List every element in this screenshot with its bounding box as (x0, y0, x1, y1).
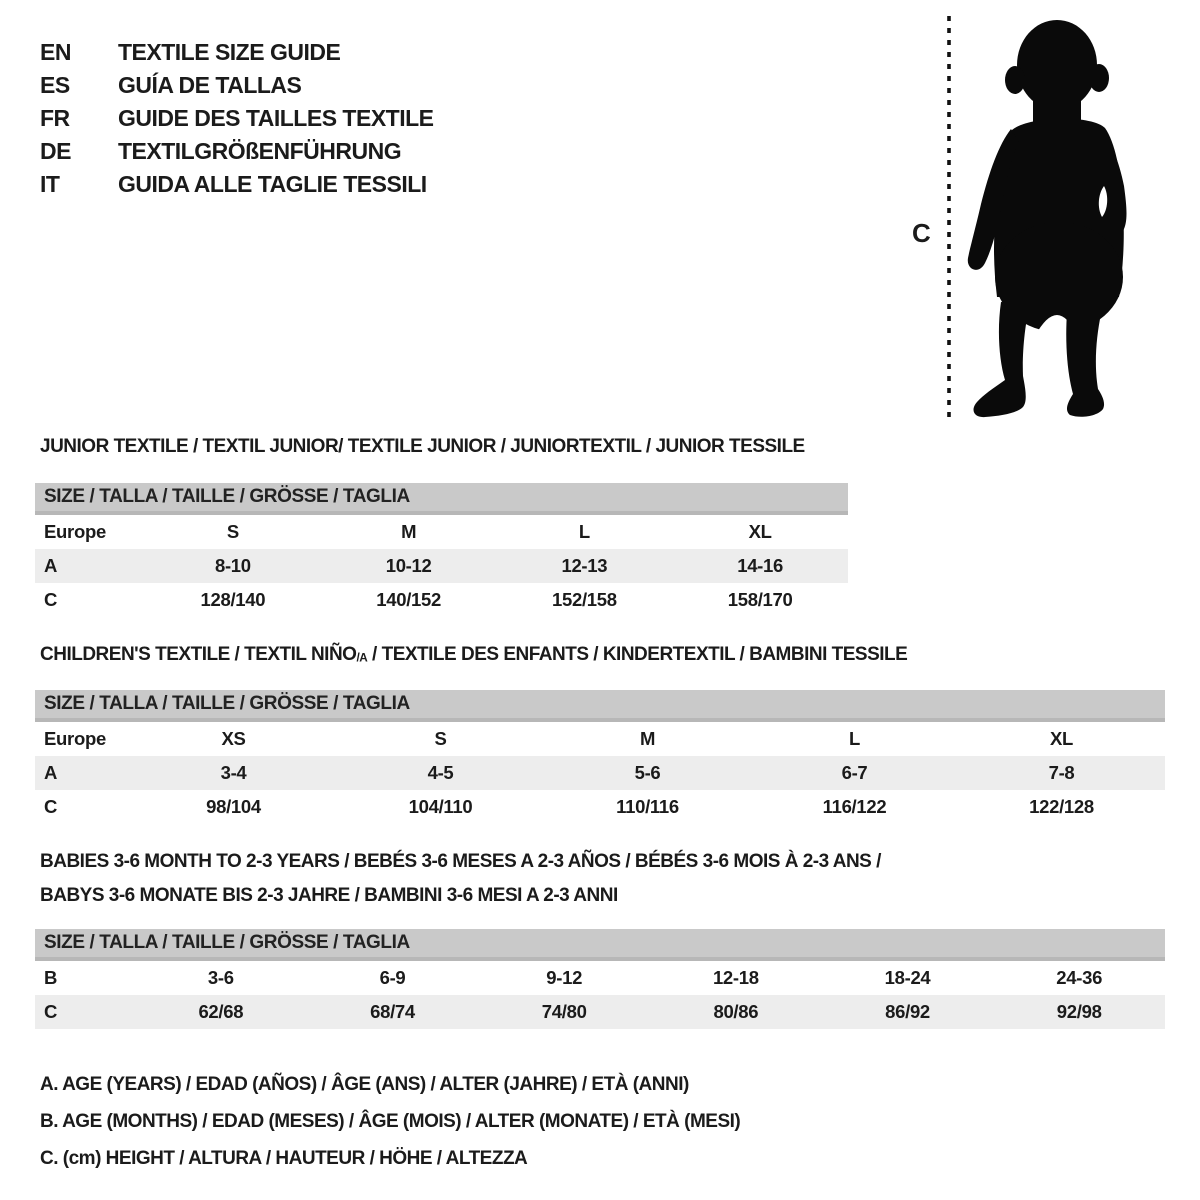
language-row-it (40, 168, 434, 201)
row-label: C (44, 589, 58, 610)
language-title: GUIDA ALLE TAGLIE TESSILI (118, 171, 427, 197)
table-cell: L (578, 521, 590, 542)
table-row-height (35, 583, 848, 617)
legend (40, 1066, 740, 1177)
table-cell: 74/80 (541, 1001, 587, 1022)
height-measure-label: C (912, 218, 931, 248)
table-cell: M (639, 728, 656, 749)
size-header-bar (35, 483, 848, 515)
size-header-label: SIZE / TALLA / TAILLE / GRÖSSE / TAGLIA (44, 693, 410, 714)
row-label: C (44, 1001, 58, 1022)
table-cell: 18-24 (884, 967, 931, 988)
language-list (40, 36, 434, 201)
row-label: A (44, 762, 58, 783)
table-cell: 98/104 (206, 796, 261, 817)
babies-section-title-line2: BABYS 3-6 MONATE BIS 2-3 JAHRE / BAMBINI 3-6 MESI A 2-3 ANNI (40, 885, 618, 906)
table-cell: 80/86 (713, 1001, 759, 1022)
table-cell: 9-12 (546, 967, 583, 988)
table-row-age-years (35, 756, 1165, 790)
table-row-age-months (35, 961, 1165, 995)
table-cell: 3-6 (207, 967, 234, 988)
language-title: GUIDE DES TAILLES TEXTILE (118, 105, 434, 131)
children-title-suffix: /A (356, 651, 368, 665)
table-cell: 158/170 (727, 589, 793, 610)
table-cell: 116/122 (822, 796, 887, 817)
table-cell: 24-36 (1056, 967, 1103, 988)
babies-size-table (35, 929, 1165, 1029)
babies-section-title-line1: BABIES 3-6 MONTH TO 2-3 YEARS / BEBÉS 3-6 MESES A 2-3 AÑOS / BÉBÉS 3-6 MOIS À 2-3 ANS / (40, 851, 881, 872)
table-cell: 12-13 (561, 555, 608, 576)
table-cell: 140/152 (376, 589, 442, 610)
language-row-fr (40, 102, 434, 135)
legend-line-b: B. AGE (MONTHS) / EDAD (MESES) / ÂGE (MOIS) / ALTER (MONATE) / ETÀ (MESI) (40, 1110, 741, 1132)
junior-size-table (35, 483, 848, 617)
table-cell: L (848, 728, 860, 749)
row-label: B (44, 967, 58, 988)
children-size-table (35, 690, 1165, 824)
junior-section-title: JUNIOR TEXTILE / TEXTIL JUNIOR/ TEXTILE JUNIOR / JUNIORTEXTIL / JUNIOR TESSILE (40, 436, 805, 457)
table-cell: 3-4 (220, 762, 247, 783)
table-cell: 152/158 (551, 589, 617, 610)
table-cell: 7-8 (1048, 762, 1075, 783)
language-code: IT (40, 171, 60, 197)
language-title: TEXTILGRÖßENFÜHRUNG (118, 138, 402, 164)
table-row-height (35, 995, 1165, 1029)
table-cell: 104/110 (408, 796, 473, 817)
table-row-age-years (35, 549, 848, 583)
baby-silhouette-icon (955, 12, 1155, 422)
language-row-de (40, 135, 434, 168)
table-cell: 110/116 (616, 796, 679, 817)
language-code: ES (40, 72, 70, 98)
children-title-pre: CHILDREN'S TEXTILE / TEXTIL NIÑO (40, 644, 357, 665)
language-title: TEXTILE SIZE GUIDE (118, 39, 341, 65)
table-cell: 10-12 (385, 555, 432, 576)
row-label: C (44, 796, 58, 817)
table-cell: 68/74 (370, 1001, 415, 1022)
table-cell: S (226, 521, 239, 542)
table-cell: 8-10 (214, 555, 251, 576)
table-cell: 122/128 (1029, 796, 1094, 817)
language-row-en (40, 36, 434, 69)
language-code: DE (40, 138, 71, 164)
size-header-label: SIZE / TALLA / TAILLE / GRÖSSE / TAGLIA (44, 486, 410, 507)
size-header-bar (35, 690, 1165, 722)
table-row-europe (35, 722, 1165, 756)
language-code: EN (40, 39, 71, 65)
language-code: FR (40, 105, 70, 131)
table-cell: 62/68 (198, 1001, 244, 1022)
language-title: GUÍA DE TALLAS (118, 72, 302, 98)
table-cell: 128/140 (200, 589, 266, 610)
row-label: Europe (44, 521, 106, 542)
table-cell: 86/92 (885, 1001, 930, 1022)
legend-line-a: A. AGE (YEARS) / EDAD (AÑOS) / ÂGE (ANS) / ALTER (JAHRE) / ETÀ (ANNI) (40, 1073, 689, 1095)
table-row-height (35, 790, 1165, 824)
table-cell: XL (748, 521, 772, 542)
table-cell: S (434, 728, 447, 749)
table-cell: 6-9 (379, 967, 406, 988)
table-cell: 5-6 (634, 762, 661, 783)
legend-line-c: C. (cm) HEIGHT / ALTURA / HAUTEUR / HÖHE / ALTEZZA (40, 1147, 528, 1169)
table-cell: 14-16 (737, 555, 784, 576)
table-cell: XL (1049, 728, 1074, 749)
size-header-label: SIZE / TALLA / TAILLE / GRÖSSE / TAGLIA (44, 932, 410, 953)
table-cell: 4-5 (427, 762, 454, 783)
table-cell: M (401, 521, 417, 542)
table-row-europe (35, 515, 848, 549)
size-header-bar (35, 929, 1165, 961)
table-cell: 6-7 (841, 762, 868, 783)
children-title-post: / TEXTILE DES ENFANTS / KINDERTEXTIL / BAMBINI TESSILE (367, 644, 908, 665)
children-section-title (40, 644, 907, 666)
height-measure-line (946, 16, 952, 420)
table-cell: 12-18 (712, 967, 759, 988)
table-cell: 92/98 (1056, 1001, 1102, 1022)
row-label: A (44, 555, 58, 576)
table-cell: XS (221, 728, 246, 749)
row-label: Europe (44, 728, 106, 749)
language-row-es (40, 69, 434, 102)
